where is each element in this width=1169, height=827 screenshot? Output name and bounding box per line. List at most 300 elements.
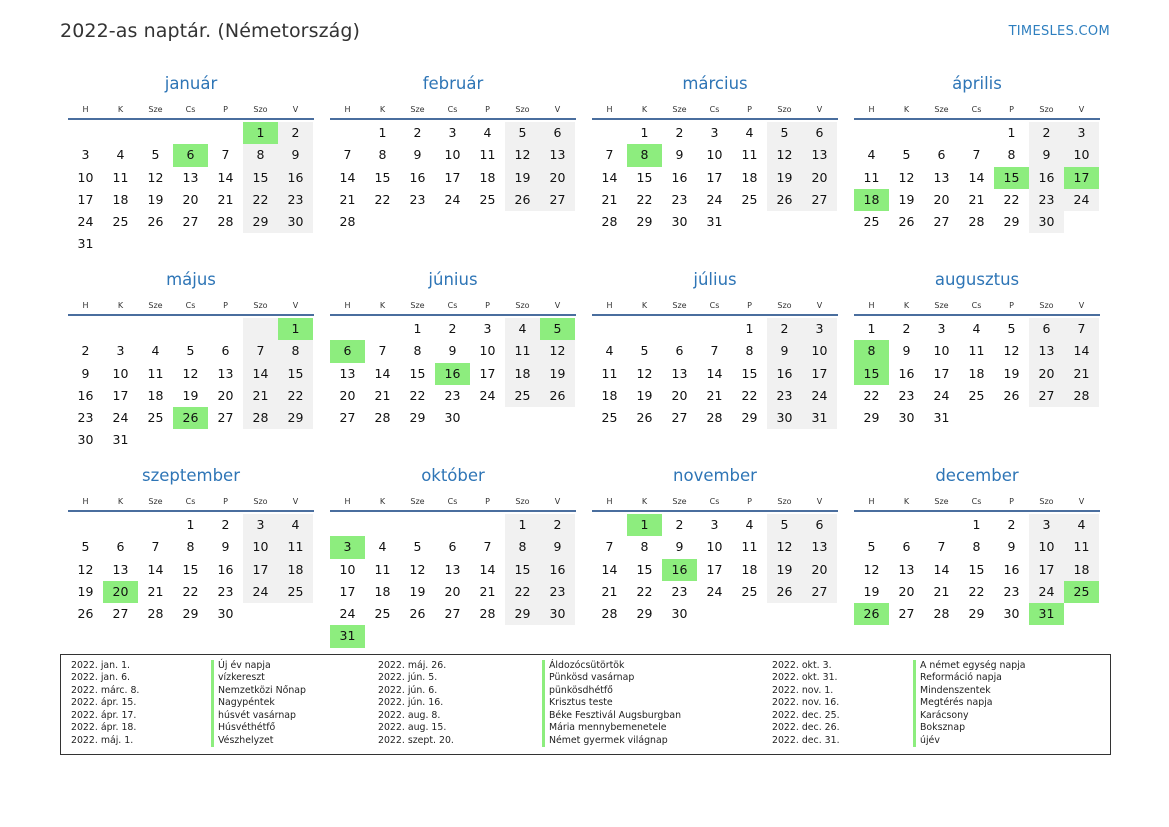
day-cell[interactable]: 3 bbox=[1064, 122, 1099, 144]
day-cell[interactable]: 21 bbox=[243, 385, 278, 407]
day-cell[interactable]: 24 bbox=[339, 606, 356, 622]
day-cell[interactable]: 26 bbox=[409, 606, 426, 622]
day-cell[interactable]: 28 bbox=[217, 214, 234, 230]
day-cell[interactable]: 14 bbox=[479, 561, 496, 577]
day-cell[interactable]: 24 bbox=[1029, 581, 1064, 603]
day-cell[interactable]: 19 bbox=[505, 167, 540, 189]
day-cell[interactable]: 24 bbox=[479, 387, 496, 403]
day-cell[interactable]: 10 bbox=[112, 365, 129, 381]
day-cell[interactable]: 17 bbox=[933, 365, 950, 381]
day-cell[interactable]: 29 bbox=[968, 606, 985, 622]
day-cell[interactable]: 4 bbox=[745, 125, 754, 140]
day-cell[interactable]: 1 bbox=[1007, 125, 1016, 140]
day-cell[interactable]: 10 bbox=[1029, 536, 1064, 558]
day-cell[interactable]: 23 bbox=[444, 387, 461, 403]
day-cell[interactable]: 20 bbox=[182, 191, 199, 207]
day-cell[interactable]: 15 bbox=[278, 363, 313, 385]
day-cell[interactable]: 31 bbox=[112, 432, 129, 448]
day-cell[interactable]: 19 bbox=[409, 583, 426, 599]
day-cell[interactable]: 3 bbox=[330, 536, 365, 558]
day-cell[interactable]: 7 bbox=[343, 147, 352, 163]
day-cell[interactable]: 6 bbox=[540, 122, 575, 144]
day-cell[interactable]: 31 bbox=[706, 214, 723, 230]
day-cell[interactable]: 25 bbox=[147, 410, 164, 426]
day-cell[interactable]: 3 bbox=[483, 321, 492, 336]
day-cell[interactable]: 2 bbox=[675, 517, 684, 532]
day-cell[interactable]: 8 bbox=[627, 144, 662, 166]
day-cell[interactable]: 3 bbox=[448, 125, 457, 140]
day-cell[interactable]: 5 bbox=[640, 343, 649, 359]
day-cell[interactable]: 18 bbox=[505, 363, 540, 385]
day-cell[interactable]: 1 bbox=[505, 514, 540, 536]
day-cell[interactable]: 15 bbox=[636, 169, 653, 185]
day-cell[interactable]: 6 bbox=[937, 147, 946, 163]
day-cell[interactable]: 23 bbox=[409, 191, 426, 207]
day-cell[interactable]: 12 bbox=[898, 169, 915, 185]
day-cell[interactable]: 19 bbox=[767, 167, 802, 189]
day-cell[interactable]: 26 bbox=[505, 189, 540, 211]
day-cell[interactable]: 11 bbox=[112, 169, 129, 185]
day-cell[interactable]: 7 bbox=[151, 539, 160, 555]
day-cell[interactable]: 19 bbox=[636, 387, 653, 403]
day-cell[interactable]: 4 bbox=[972, 321, 981, 336]
day-cell[interactable]: 10 bbox=[77, 169, 94, 185]
day-cell[interactable]: 1 bbox=[867, 321, 876, 336]
day-cell[interactable]: 11 bbox=[741, 147, 758, 163]
day-cell[interactable]: 20 bbox=[540, 167, 575, 189]
day-cell[interactable]: 14 bbox=[217, 169, 234, 185]
day-cell[interactable]: 14 bbox=[968, 169, 985, 185]
day-cell[interactable]: 12 bbox=[147, 169, 164, 185]
day-cell[interactable]: 12 bbox=[1003, 343, 1020, 359]
day-cell[interactable]: 9 bbox=[1029, 144, 1064, 166]
day-cell[interactable]: 4 bbox=[151, 343, 160, 359]
day-cell[interactable]: 9 bbox=[902, 343, 911, 359]
day-cell[interactable]: 16 bbox=[671, 169, 688, 185]
day-cell[interactable]: 18 bbox=[968, 365, 985, 381]
day-cell[interactable]: 31 bbox=[802, 407, 837, 429]
day-cell[interactable]: 20 bbox=[802, 167, 837, 189]
day-cell[interactable]: 14 bbox=[243, 363, 278, 385]
day-cell[interactable]: 3 bbox=[243, 514, 278, 536]
day-cell[interactable]: 27 bbox=[802, 581, 837, 603]
day-cell[interactable]: 28 bbox=[706, 410, 723, 426]
day-cell[interactable]: 6 bbox=[221, 343, 230, 359]
day-cell[interactable]: 26 bbox=[540, 385, 575, 407]
day-cell[interactable]: 20 bbox=[1029, 363, 1064, 385]
day-cell[interactable]: 10 bbox=[1064, 144, 1099, 166]
day-cell[interactable]: 31 bbox=[330, 625, 365, 647]
day-cell[interactable]: 8 bbox=[186, 539, 195, 555]
day-cell[interactable]: 30 bbox=[1029, 211, 1064, 233]
day-cell[interactable]: 7 bbox=[605, 147, 614, 163]
day-cell[interactable]: 20 bbox=[671, 387, 688, 403]
day-cell[interactable]: 18 bbox=[278, 559, 313, 581]
day-cell[interactable]: 21 bbox=[601, 191, 618, 207]
day-cell[interactable]: 24 bbox=[933, 387, 950, 403]
day-cell[interactable]: 6 bbox=[1029, 318, 1064, 340]
day-cell[interactable]: 15 bbox=[968, 561, 985, 577]
day-cell[interactable]: 29 bbox=[409, 410, 426, 426]
day-cell[interactable]: 28 bbox=[374, 410, 391, 426]
day-cell[interactable]: 13 bbox=[112, 561, 129, 577]
day-cell[interactable]: 5 bbox=[186, 343, 195, 359]
day-cell[interactable]: 18 bbox=[147, 387, 164, 403]
day-cell[interactable]: 1 bbox=[378, 125, 387, 140]
day-cell[interactable]: 4 bbox=[605, 343, 614, 359]
day-cell[interactable]: 8 bbox=[243, 144, 278, 166]
day-cell[interactable]: 7 bbox=[483, 539, 492, 555]
day-cell[interactable]: 16 bbox=[898, 365, 915, 381]
day-cell[interactable]: 11 bbox=[968, 343, 985, 359]
day-cell[interactable]: 15 bbox=[505, 559, 540, 581]
day-cell[interactable]: 2 bbox=[413, 125, 422, 140]
day-cell[interactable]: 9 bbox=[675, 539, 684, 555]
day-cell[interactable]: 26 bbox=[636, 410, 653, 426]
day-cell[interactable]: 30 bbox=[1003, 606, 1020, 622]
day-cell[interactable]: 1 bbox=[745, 321, 754, 336]
day-cell[interactable]: 15 bbox=[409, 365, 426, 381]
day-cell[interactable]: 21 bbox=[339, 191, 356, 207]
brand-link[interactable]: TIMESLES.COM bbox=[1008, 24, 1110, 39]
day-cell[interactable]: 16 bbox=[278, 167, 313, 189]
day-cell[interactable]: 4 bbox=[116, 147, 125, 163]
day-cell[interactable]: 22 bbox=[863, 387, 880, 403]
day-cell[interactable]: 20 bbox=[933, 191, 950, 207]
day-cell[interactable]: 28 bbox=[339, 214, 356, 230]
day-cell[interactable]: 27 bbox=[898, 606, 915, 622]
day-cell[interactable]: 19 bbox=[898, 191, 915, 207]
day-cell[interactable]: 9 bbox=[675, 147, 684, 163]
day-cell[interactable]: 18 bbox=[112, 191, 129, 207]
day-cell[interactable]: 14 bbox=[933, 561, 950, 577]
day-cell[interactable]: 2 bbox=[81, 343, 90, 359]
day-cell[interactable]: 25 bbox=[968, 387, 985, 403]
day-cell[interactable]: 28 bbox=[601, 214, 618, 230]
day-cell[interactable]: 14 bbox=[147, 561, 164, 577]
day-cell[interactable]: 24 bbox=[112, 410, 129, 426]
day-cell[interactable]: 31 bbox=[77, 236, 94, 252]
day-cell[interactable]: 27 bbox=[182, 214, 199, 230]
day-cell[interactable]: 10 bbox=[706, 539, 723, 555]
day-cell[interactable]: 13 bbox=[671, 365, 688, 381]
day-cell[interactable]: 30 bbox=[278, 211, 313, 233]
day-cell[interactable]: 4 bbox=[483, 125, 492, 140]
day-cell[interactable]: 25 bbox=[278, 581, 313, 603]
day-cell[interactable]: 7 bbox=[221, 147, 230, 163]
day-cell[interactable]: 13 bbox=[540, 144, 575, 166]
day-cell[interactable]: 10 bbox=[802, 340, 837, 362]
day-cell[interactable]: 29 bbox=[636, 214, 653, 230]
day-cell[interactable]: 4 bbox=[867, 147, 876, 163]
day-cell[interactable]: 21 bbox=[601, 583, 618, 599]
day-cell[interactable]: 5 bbox=[867, 539, 876, 555]
day-cell[interactable]: 3 bbox=[802, 318, 837, 340]
day-cell[interactable]: 8 bbox=[413, 343, 422, 359]
day-cell[interactable]: 17 bbox=[802, 363, 837, 385]
day-cell[interactable]: 24 bbox=[1064, 189, 1099, 211]
day-cell[interactable]: 4 bbox=[745, 517, 754, 532]
day-cell[interactable]: 3 bbox=[710, 125, 719, 140]
day-cell[interactable]: 25 bbox=[112, 214, 129, 230]
day-cell[interactable]: 10 bbox=[479, 343, 496, 359]
day-cell[interactable]: 21 bbox=[1064, 363, 1099, 385]
day-cell[interactable]: 22 bbox=[1003, 191, 1020, 207]
day-cell[interactable]: 21 bbox=[479, 583, 496, 599]
day-cell[interactable]: 23 bbox=[1003, 583, 1020, 599]
day-cell[interactable]: 16 bbox=[540, 559, 575, 581]
day-cell[interactable]: 23 bbox=[1029, 189, 1064, 211]
day-cell[interactable]: 6 bbox=[902, 539, 911, 555]
day-cell[interactable]: 2 bbox=[221, 517, 230, 532]
day-cell[interactable]: 19 bbox=[863, 583, 880, 599]
day-cell[interactable]: 25 bbox=[601, 410, 618, 426]
day-cell[interactable]: 13 bbox=[1029, 340, 1064, 362]
day-cell[interactable]: 18 bbox=[601, 387, 618, 403]
day-cell[interactable]: 17 bbox=[243, 559, 278, 581]
day-cell[interactable]: 24 bbox=[444, 191, 461, 207]
day-cell[interactable]: 2 bbox=[278, 122, 313, 144]
day-cell[interactable]: 11 bbox=[1064, 536, 1099, 558]
day-cell[interactable]: 9 bbox=[767, 340, 802, 362]
day-cell[interactable]: 24 bbox=[243, 581, 278, 603]
day-cell[interactable]: 23 bbox=[540, 581, 575, 603]
day-cell[interactable]: 6 bbox=[330, 340, 365, 362]
day-cell[interactable]: 3 bbox=[116, 343, 125, 359]
day-cell[interactable]: 13 bbox=[217, 365, 234, 381]
day-cell[interactable]: 25 bbox=[741, 191, 758, 207]
day-cell[interactable]: 12 bbox=[409, 561, 426, 577]
day-cell[interactable]: 31 bbox=[933, 410, 950, 426]
day-cell[interactable]: 21 bbox=[706, 387, 723, 403]
day-cell[interactable]: 26 bbox=[898, 214, 915, 230]
day-cell[interactable]: 25 bbox=[741, 583, 758, 599]
day-cell[interactable]: 22 bbox=[409, 387, 426, 403]
day-cell[interactable]: 10 bbox=[706, 147, 723, 163]
day-cell[interactable]: 20 bbox=[898, 583, 915, 599]
day-cell[interactable]: 25 bbox=[505, 385, 540, 407]
day-cell[interactable]: 17 bbox=[339, 583, 356, 599]
day-cell[interactable]: 10 bbox=[339, 561, 356, 577]
day-cell[interactable]: 20 bbox=[339, 387, 356, 403]
day-cell[interactable]: 12 bbox=[767, 144, 802, 166]
day-cell[interactable]: 27 bbox=[444, 606, 461, 622]
day-cell[interactable]: 27 bbox=[933, 214, 950, 230]
day-cell[interactable]: 7 bbox=[710, 343, 719, 359]
day-cell[interactable]: 16 bbox=[767, 363, 802, 385]
day-cell[interactable]: 17 bbox=[1064, 167, 1099, 189]
day-cell[interactable]: 22 bbox=[374, 191, 391, 207]
day-cell[interactable]: 22 bbox=[505, 581, 540, 603]
day-cell[interactable]: 12 bbox=[182, 365, 199, 381]
day-cell[interactable]: 11 bbox=[278, 536, 313, 558]
day-cell[interactable]: 28 bbox=[243, 407, 278, 429]
day-cell[interactable]: 17 bbox=[706, 561, 723, 577]
day-cell[interactable]: 11 bbox=[601, 365, 618, 381]
day-cell[interactable]: 18 bbox=[854, 189, 889, 211]
day-cell[interactable]: 30 bbox=[444, 410, 461, 426]
day-cell[interactable]: 11 bbox=[374, 561, 391, 577]
day-cell[interactable]: 9 bbox=[413, 147, 422, 163]
day-cell[interactable]: 15 bbox=[182, 561, 199, 577]
day-cell[interactable]: 20 bbox=[444, 583, 461, 599]
day-cell[interactable]: 12 bbox=[505, 144, 540, 166]
day-cell[interactable]: 29 bbox=[182, 606, 199, 622]
day-cell[interactable]: 2 bbox=[1007, 517, 1016, 532]
day-cell[interactable]: 28 bbox=[601, 606, 618, 622]
day-cell[interactable]: 4 bbox=[1064, 514, 1099, 536]
day-cell[interactable]: 29 bbox=[243, 211, 278, 233]
day-cell[interactable]: 30 bbox=[671, 606, 688, 622]
day-cell[interactable]: 23 bbox=[77, 410, 94, 426]
day-cell[interactable]: 13 bbox=[802, 536, 837, 558]
day-cell[interactable]: 28 bbox=[479, 606, 496, 622]
day-cell[interactable]: 29 bbox=[1003, 214, 1020, 230]
day-cell[interactable]: 2 bbox=[540, 514, 575, 536]
day-cell[interactable]: 21 bbox=[933, 583, 950, 599]
day-cell[interactable]: 5 bbox=[767, 514, 802, 536]
day-cell[interactable]: 5 bbox=[505, 122, 540, 144]
day-cell[interactable]: 4 bbox=[505, 318, 540, 340]
day-cell[interactable]: 9 bbox=[278, 144, 313, 166]
day-cell[interactable]: 24 bbox=[706, 191, 723, 207]
day-cell[interactable]: 5 bbox=[81, 539, 90, 555]
day-cell[interactable]: 19 bbox=[767, 559, 802, 581]
day-cell[interactable]: 22 bbox=[968, 583, 985, 599]
day-cell[interactable]: 8 bbox=[745, 343, 754, 359]
day-cell[interactable]: 29 bbox=[636, 606, 653, 622]
day-cell[interactable]: 2 bbox=[767, 318, 802, 340]
day-cell[interactable]: 19 bbox=[1003, 365, 1020, 381]
day-cell[interactable]: 14 bbox=[339, 169, 356, 185]
day-cell[interactable]: 28 bbox=[1064, 385, 1099, 407]
day-cell[interactable]: 24 bbox=[706, 583, 723, 599]
day-cell[interactable]: 25 bbox=[1064, 581, 1099, 603]
day-cell[interactable]: 5 bbox=[413, 539, 422, 555]
day-cell[interactable]: 31 bbox=[1029, 603, 1064, 625]
day-cell[interactable]: 5 bbox=[767, 122, 802, 144]
day-cell[interactable]: 23 bbox=[898, 387, 915, 403]
day-cell[interactable]: 29 bbox=[863, 410, 880, 426]
day-cell[interactable]: 19 bbox=[182, 387, 199, 403]
day-cell[interactable]: 4 bbox=[278, 514, 313, 536]
day-cell[interactable]: 23 bbox=[278, 189, 313, 211]
day-cell[interactable]: 11 bbox=[863, 169, 880, 185]
day-cell[interactable]: 13 bbox=[898, 561, 915, 577]
day-cell[interactable]: 4 bbox=[378, 539, 387, 555]
day-cell[interactable]: 9 bbox=[540, 536, 575, 558]
day-cell[interactable]: 8 bbox=[1007, 147, 1016, 163]
day-cell[interactable]: 12 bbox=[767, 536, 802, 558]
day-cell[interactable]: 23 bbox=[671, 583, 688, 599]
day-cell[interactable]: 25 bbox=[863, 214, 880, 230]
day-cell[interactable]: 22 bbox=[636, 583, 653, 599]
day-cell[interactable]: 2 bbox=[448, 321, 457, 336]
day-cell[interactable]: 1 bbox=[278, 318, 313, 340]
day-cell[interactable]: 13 bbox=[339, 365, 356, 381]
day-cell[interactable]: 12 bbox=[636, 365, 653, 381]
day-cell[interactable]: 5 bbox=[1007, 321, 1016, 336]
day-cell[interactable]: 17 bbox=[444, 169, 461, 185]
day-cell[interactable]: 11 bbox=[147, 365, 164, 381]
day-cell[interactable]: 9 bbox=[448, 343, 457, 359]
day-cell[interactable]: 18 bbox=[741, 561, 758, 577]
day-cell[interactable]: 7 bbox=[1064, 318, 1099, 340]
day-cell[interactable]: 9 bbox=[81, 365, 90, 381]
day-cell[interactable]: 22 bbox=[741, 387, 758, 403]
day-cell[interactable]: 3 bbox=[710, 517, 719, 532]
day-cell[interactable]: 27 bbox=[540, 189, 575, 211]
day-cell[interactable]: 14 bbox=[1064, 340, 1099, 362]
day-cell[interactable]: 17 bbox=[77, 191, 94, 207]
day-cell[interactable]: 12 bbox=[540, 340, 575, 362]
day-cell[interactable]: 15 bbox=[243, 167, 278, 189]
day-cell[interactable]: 27 bbox=[217, 410, 234, 426]
day-cell[interactable]: 26 bbox=[767, 189, 802, 211]
day-cell[interactable]: 26 bbox=[767, 581, 802, 603]
day-cell[interactable]: 10 bbox=[933, 343, 950, 359]
day-cell[interactable]: 28 bbox=[147, 606, 164, 622]
day-cell[interactable]: 26 bbox=[77, 606, 94, 622]
day-cell[interactable]: 10 bbox=[444, 147, 461, 163]
day-cell[interactable]: 18 bbox=[1064, 559, 1099, 581]
day-cell[interactable]: 8 bbox=[278, 340, 313, 362]
day-cell[interactable]: 17 bbox=[1029, 559, 1064, 581]
day-cell[interactable]: 26 bbox=[854, 603, 889, 625]
day-cell[interactable]: 21 bbox=[217, 191, 234, 207]
day-cell[interactable]: 15 bbox=[374, 169, 391, 185]
day-cell[interactable]: 19 bbox=[77, 583, 94, 599]
day-cell[interactable]: 6 bbox=[116, 539, 125, 555]
day-cell[interactable]: 3 bbox=[937, 321, 946, 336]
day-cell[interactable]: 29 bbox=[278, 407, 313, 429]
day-cell[interactable]: 7 bbox=[243, 340, 278, 362]
day-cell[interactable]: 6 bbox=[173, 144, 208, 166]
day-cell[interactable]: 23 bbox=[767, 385, 802, 407]
day-cell[interactable]: 30 bbox=[671, 214, 688, 230]
day-cell[interactable]: 1 bbox=[186, 517, 195, 532]
day-cell[interactable]: 14 bbox=[601, 169, 618, 185]
day-cell[interactable]: 20 bbox=[103, 581, 138, 603]
day-cell[interactable]: 22 bbox=[243, 189, 278, 211]
day-cell[interactable]: 14 bbox=[706, 365, 723, 381]
day-cell[interactable]: 13 bbox=[933, 169, 950, 185]
day-cell[interactable]: 9 bbox=[221, 539, 230, 555]
day-cell[interactable]: 16 bbox=[1003, 561, 1020, 577]
day-cell[interactable]: 24 bbox=[802, 385, 837, 407]
day-cell[interactable]: 8 bbox=[972, 539, 981, 555]
day-cell[interactable]: 19 bbox=[147, 191, 164, 207]
day-cell[interactable]: 20 bbox=[802, 559, 837, 581]
day-cell[interactable]: 7 bbox=[972, 147, 981, 163]
day-cell[interactable]: 10 bbox=[243, 536, 278, 558]
day-cell[interactable]: 30 bbox=[898, 410, 915, 426]
day-cell[interactable]: 11 bbox=[479, 147, 496, 163]
day-cell[interactable]: 1 bbox=[243, 122, 278, 144]
day-cell[interactable]: 15 bbox=[741, 365, 758, 381]
day-cell[interactable]: 25 bbox=[479, 191, 496, 207]
day-cell[interactable]: 12 bbox=[77, 561, 94, 577]
day-cell[interactable]: 17 bbox=[112, 387, 129, 403]
day-cell[interactable]: 5 bbox=[540, 318, 575, 340]
day-cell[interactable]: 5 bbox=[151, 147, 160, 163]
day-cell[interactable]: 18 bbox=[374, 583, 391, 599]
day-cell[interactable]: 16 bbox=[217, 561, 234, 577]
day-cell[interactable]: 13 bbox=[444, 561, 461, 577]
day-cell[interactable]: 11 bbox=[741, 539, 758, 555]
day-cell[interactable]: 1 bbox=[627, 514, 662, 536]
day-cell[interactable]: 16 bbox=[77, 387, 94, 403]
